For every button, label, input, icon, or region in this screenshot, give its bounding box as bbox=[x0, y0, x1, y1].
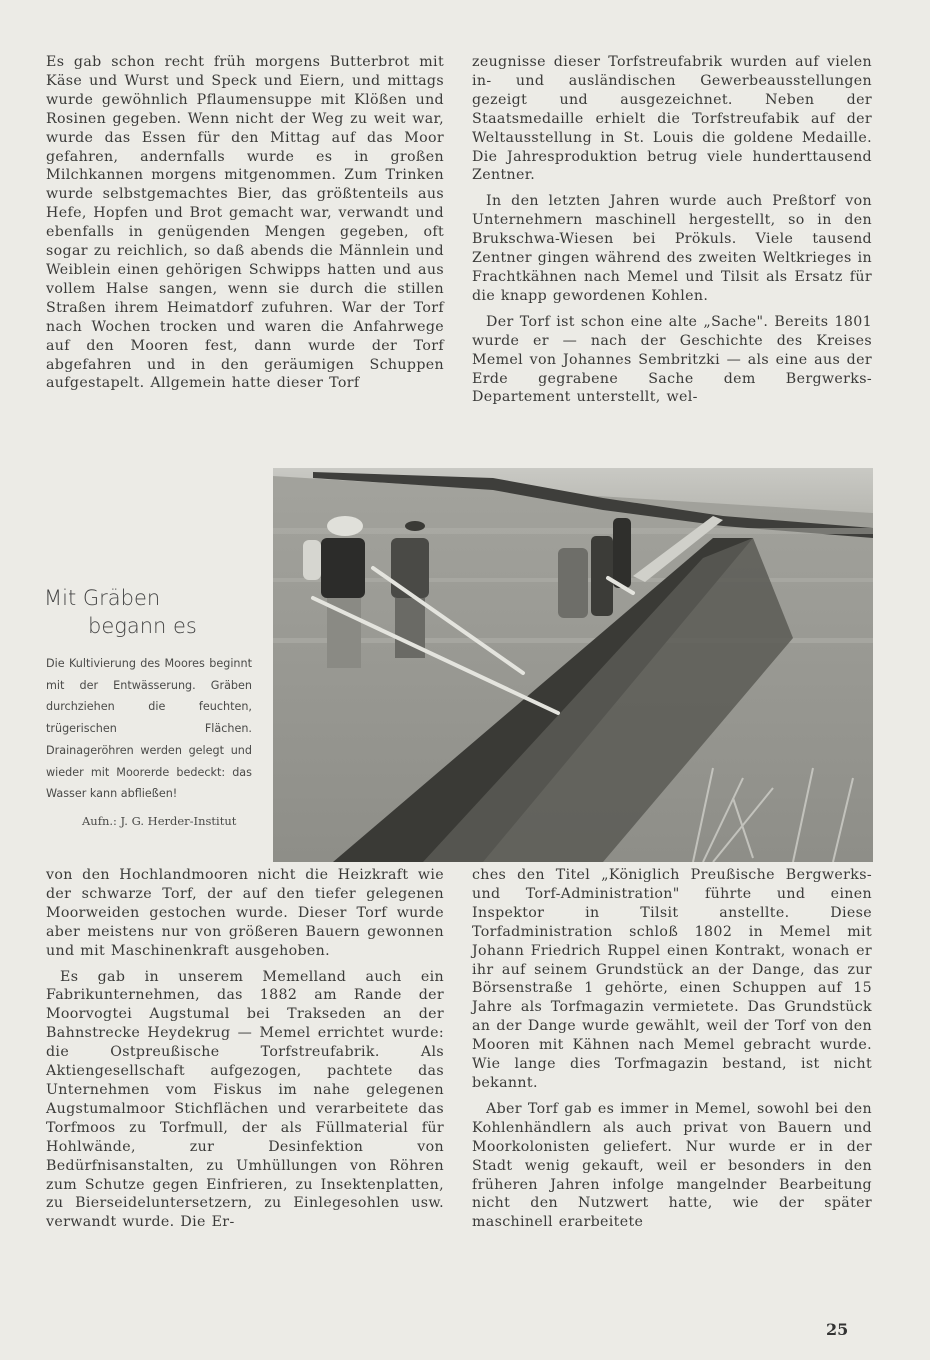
figure-title bbox=[44, 584, 264, 640]
figure-caption: Die Kultivierung des Moores beginnt mit der Entwässerung. Gräben durchziehen die feuchten, trügerischen Flächen. Drainageröhren werden gelegt und wieder mit Moorerde bedeckt: das Wasser kann abfließen! bbox=[46, 657, 252, 801]
top-left-column bbox=[46, 53, 444, 400]
photo-credit: Aufn.: J. G. Herder-Institut bbox=[82, 814, 237, 828]
bottom-left-column bbox=[46, 866, 444, 1239]
paragraph: ches den Titel „Königlich Preußische Bergwerks- und Torf-Administration" führte und einen Inspektor in Tilsit anstellte. Diese Torfadministration schloß 1802 in Memel mit Johann Friedrich Ruppel einen Kontrakt, wonach er ihr auf seinem Grundstück an der Dange, das zur Börsenstraße 1 gehörte, einen Schuppen auf 15 Jahre als Torfmagazin vermietete. Das Grundstück an der Dange wurde gewählt, weil der Torf von den Mooren mit Kähnen nach Memel gebracht wurde. Wie lange dies Torfmagazin bestand, ist nicht bekannt. bbox=[472, 867, 872, 1091]
paragraph: In den letzten Jahren wurde auch Preßtorf von Unternehmern maschinell hergestellt, so in den Brukschwa-Wiesen bei Prökuls. Viele tausend Zentner gingen während des zweiten Weltkrieges in Frachtkähnen nach Memel und Tilsit als Ersatz für die knapp gewordenen Kohlen. bbox=[472, 193, 872, 304]
figure-title-line1: Mit Gräben bbox=[44, 586, 161, 610]
figure-title-line2: begann es bbox=[88, 614, 197, 638]
paragraph: zeugnisse dieser Torfstreufabrik wurden auf vielen in- und ausländischen Gewerbeausstellungen gezeigt und ausgezeichnet. Neben der Staatsmedaille erhielt die Torfstreufabik auf der Weltausstellung in St. Louis die goldene Medaille. Die Jahresproduktion betrug viele hunderttausend Zentner. bbox=[472, 54, 872, 184]
paragraph: Es gab schon recht früh morgens Butterbrot mit Käse und Wurst und Speck und Eiern, und mittags wurde gewöhnlich Pflaumensuppe mit Klößen und Rosinen gegeben. Wenn nicht der Weg zu weit war, wurde das Essen für den Mittag auf das Moor gefahren, andernfalls wurde es in großen Milchkannen morgens mitgenommen. Zum Trinken wurde selbstgemachtes Bier, das größtenteils aus Hefe, Hopfen und Brot gemacht war, verwandt und ebenfalls in genügenden Mengen gegeben, oft sogar zu reichlich, so daß abends die Männlein und Weiblein einen gehörigen Schwipps hatten und aus vollem Halse sangen, wenn sie durch die stillen Straßen ihrem Heimatdorf zufuhren. War der Torf nach Wochen trocken und waren die Anfahrwege auf den Mooren fest, dann wurde der Torf abgefahren und in den geräumigen Schuppen aufgestapelt. Allgemein hatte dieser Torf bbox=[46, 54, 444, 392]
paragraph: Es gab in unserem Memelland auch ein Fabrikunternehmen, das 1882 am Rande der Moorvogtei Augstumal bei Trakseden an der Bahnstrecke Heydekrug — Memel errichtet wurde: die Ostpreußische Torfstreufabrik. Als Aktiengesellschaft aufgezogen, pachtete das Unternehmen vom Fiskus im nahe gelegenen Augstumalmoor Stichflächen und verarbeitete das Torfmoos zu Torfmull, der als Füllmaterial für Hohlwände, zur Desinfektion von Bedürfnisanstalten, zu Umhüllungen von Röhren zum Schutze gegen Einfrieren, zu Insektenplatten, zu Bierseideluntersetzern, zu Einlegesohlen usw. verwandt wurde. Die Er- bbox=[46, 968, 444, 1231]
photo-illustration bbox=[273, 468, 873, 862]
paragraph: von den Hochlandmooren nicht die Heizkraft wie der schwarze Torf, der auf den tiefer gelegenen Moorweiden gestochen wurde. Dieser Torf wurde aber meistens nur von größeren Bauern gewonnen und mit Maschinenkraft ausgehoben. bbox=[46, 867, 444, 959]
paragraph: Aber Torf gab es immer in Memel, sowohl bei den Kohlenhändlern als auch privat von Bauern und Moorkolonisten geliefert. Nur wurde er in der Stadt wenig gekauft, weil er besonders in den früheren Jahren infolge mangelnder Bearbeitung nicht den Nutzwert hatte, wie der später maschinell erarbeitete bbox=[472, 1100, 872, 1231]
bottom-right-column bbox=[472, 866, 872, 1239]
page-number: 25 bbox=[826, 1320, 849, 1339]
top-right-column bbox=[472, 53, 872, 414]
paragraph: Der Torf ist schon eine alte „Sache". Bereits 1801 wurde er — nach der Geschichte des Kreises Memel von Johannes Sembritzki — als eine aus der Erde gegrabene Sache dem Bergwerks-Departement unterstellt, wel- bbox=[472, 313, 872, 406]
moor-trench-photo bbox=[273, 468, 873, 862]
